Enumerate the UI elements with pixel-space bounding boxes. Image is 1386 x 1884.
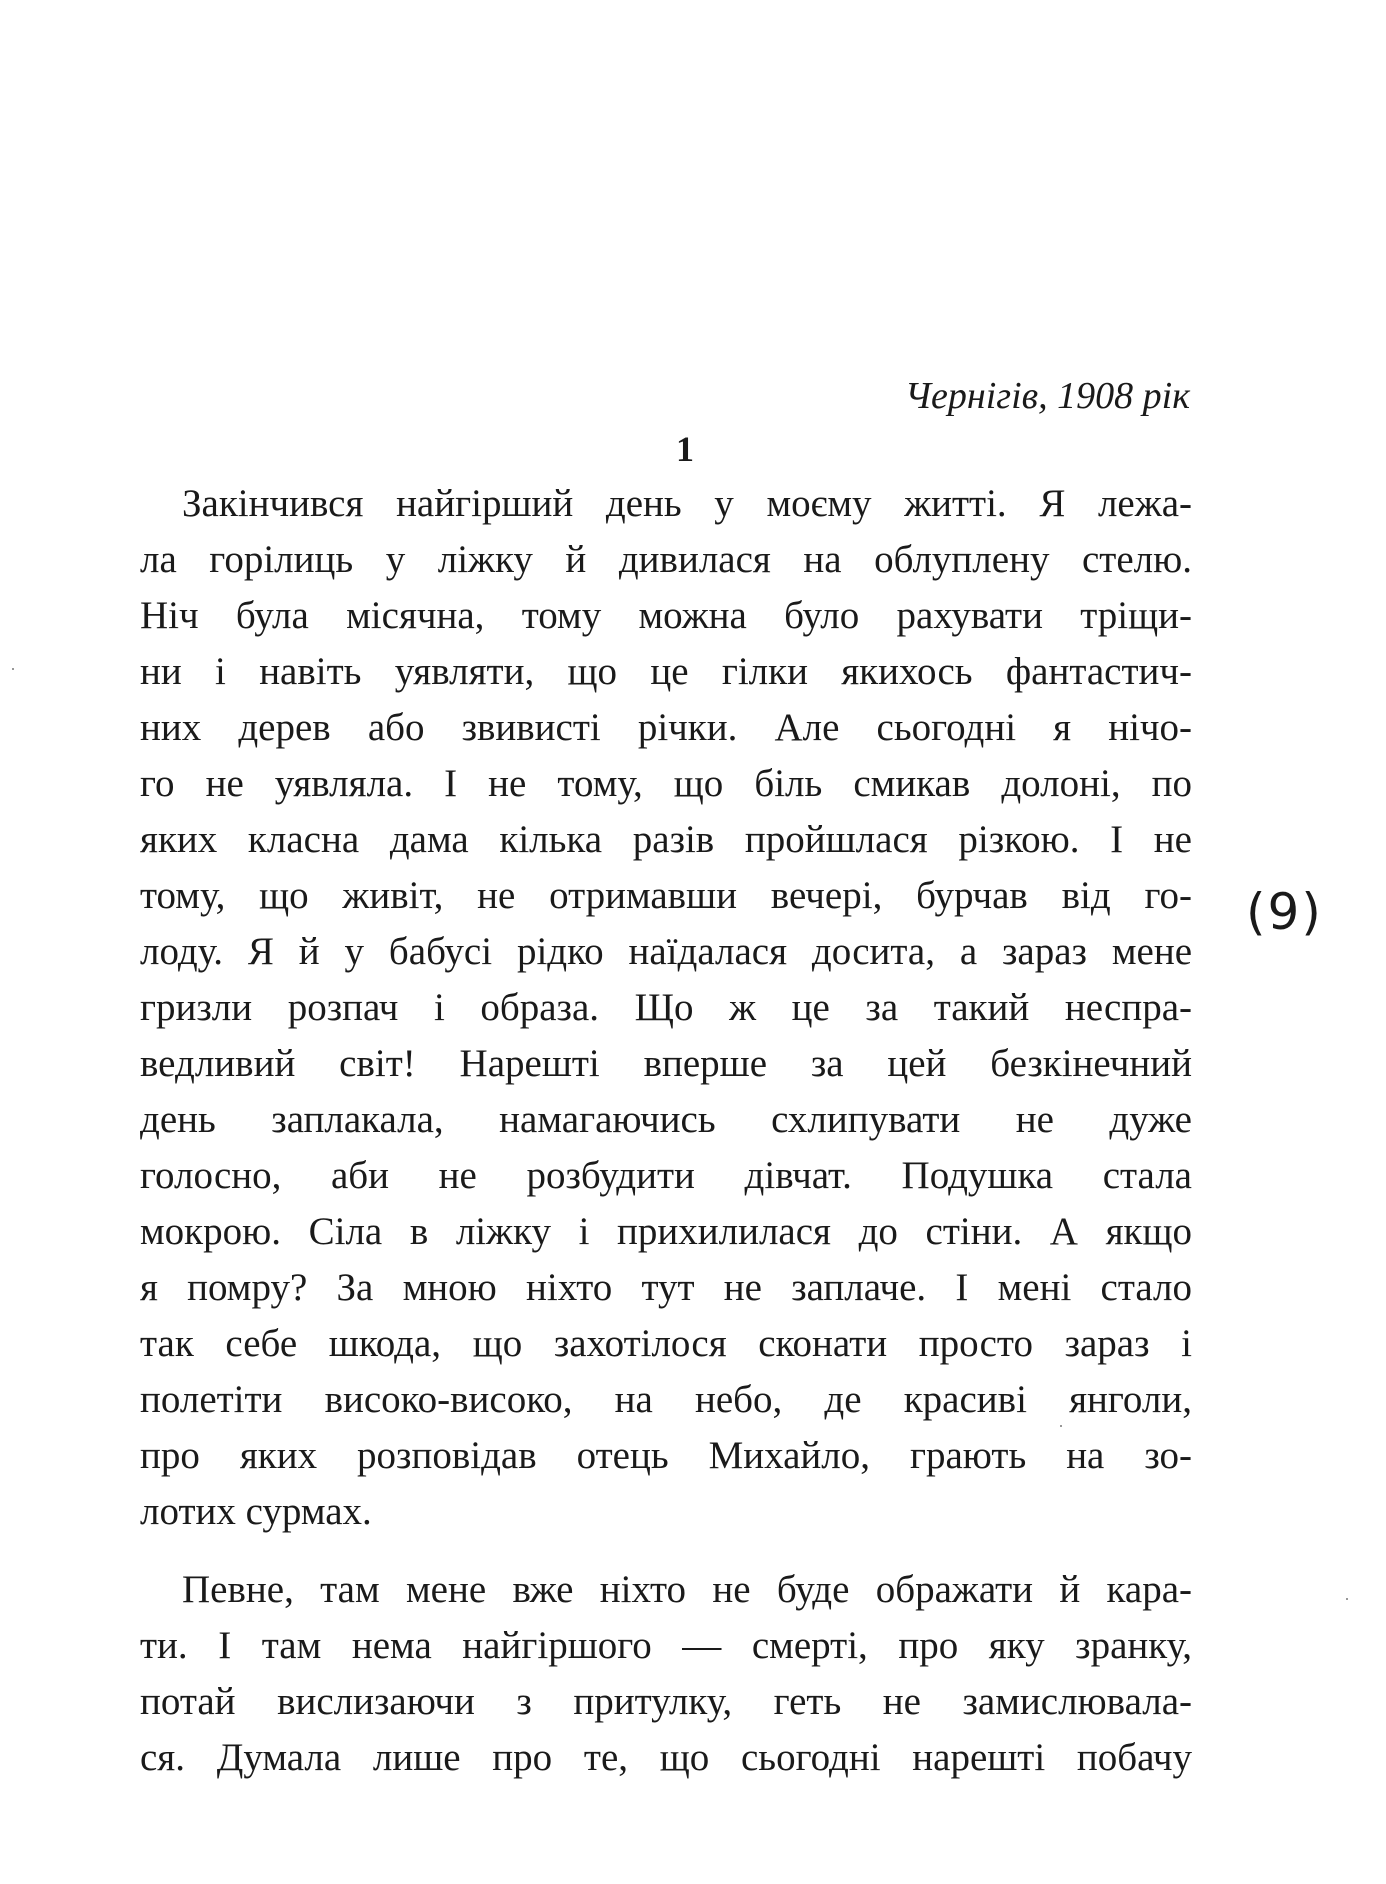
page-number: (9) [1246, 883, 1323, 941]
text-line: так себе шкода, що захотілося сконати просто зараз і [140, 1322, 1192, 1365]
body-text [140, 476, 1192, 1786]
text-line: про яких розповідав отець Михайло, грають на зо- [140, 1434, 1192, 1477]
text-line: них дерев або звивисті річки. Але сьогодні я нічо- [140, 706, 1192, 749]
text-line: Закінчився найгірший день у моєму житті. Я лежа- [182, 482, 1192, 525]
text-line: ни і навіть уявляти, що це гілки якихось фантастич- [140, 650, 1192, 693]
text-line: гризли розпач і образа. Що ж це за такий неспра- [140, 986, 1192, 1029]
text-line: го не уявляла. І не тому, що біль смикав долоні, по [140, 762, 1192, 805]
paragraph-2 [140, 1562, 1192, 1786]
text-line: Ніч була місячна, тому можна було рахувати тріщи- [140, 594, 1192, 637]
chapter-number: 1 [676, 429, 694, 469]
text-line: лоду. Я й у бабусі рідко наїдалася досита, а зараз мене [140, 930, 1192, 973]
text-line: лотих сурмах. [140, 1490, 372, 1533]
text-line: потай вислизаючи з притулку, геть не замислювала- [140, 1680, 1192, 1723]
text-line: голосно, аби не розбудити дівчат. Подушка стала [140, 1154, 1192, 1197]
text-line: ла горілиць у ліжку й дивилася на облуплену стелю. [140, 538, 1192, 581]
text-line: яких класна дама кілька разів пройшлася різкою. І не [140, 818, 1192, 861]
scan-speck [1346, 1598, 1348, 1600]
paragraph-1 [140, 476, 1192, 1540]
text-line: ведливий світ! Нарешті вперше за цей безкінечний [140, 1042, 1192, 1085]
scan-speck [1060, 1425, 1062, 1427]
text-line: полетіти високо-високо, на небо, де красиві янголи, [140, 1378, 1192, 1421]
text-line: ти. І там нема найгіршого — смерті, про яку зранку, [140, 1624, 1192, 1667]
text-line: день заплакала, намагаючись схлипувати не дуже [140, 1098, 1192, 1141]
text-line: Певне, там мене вже ніхто не буде ображати й кара- [182, 1568, 1192, 1611]
text-line: мокрою. Сіла в ліжку і прихилилася до стіни. А якщо [140, 1210, 1192, 1253]
scan-speck [12, 668, 14, 670]
text-line: ся. Думала лише про те, що сьогодні нарешті побачу [140, 1736, 1192, 1779]
text-line: тому, що живіт, не отримавши вечері, бурчав від го- [140, 874, 1192, 917]
place-date-heading: Чернігів, 1908 рік [904, 375, 1190, 417]
text-line: я помру? За мною ніхто тут не заплаче. І мені стало [140, 1266, 1192, 1309]
